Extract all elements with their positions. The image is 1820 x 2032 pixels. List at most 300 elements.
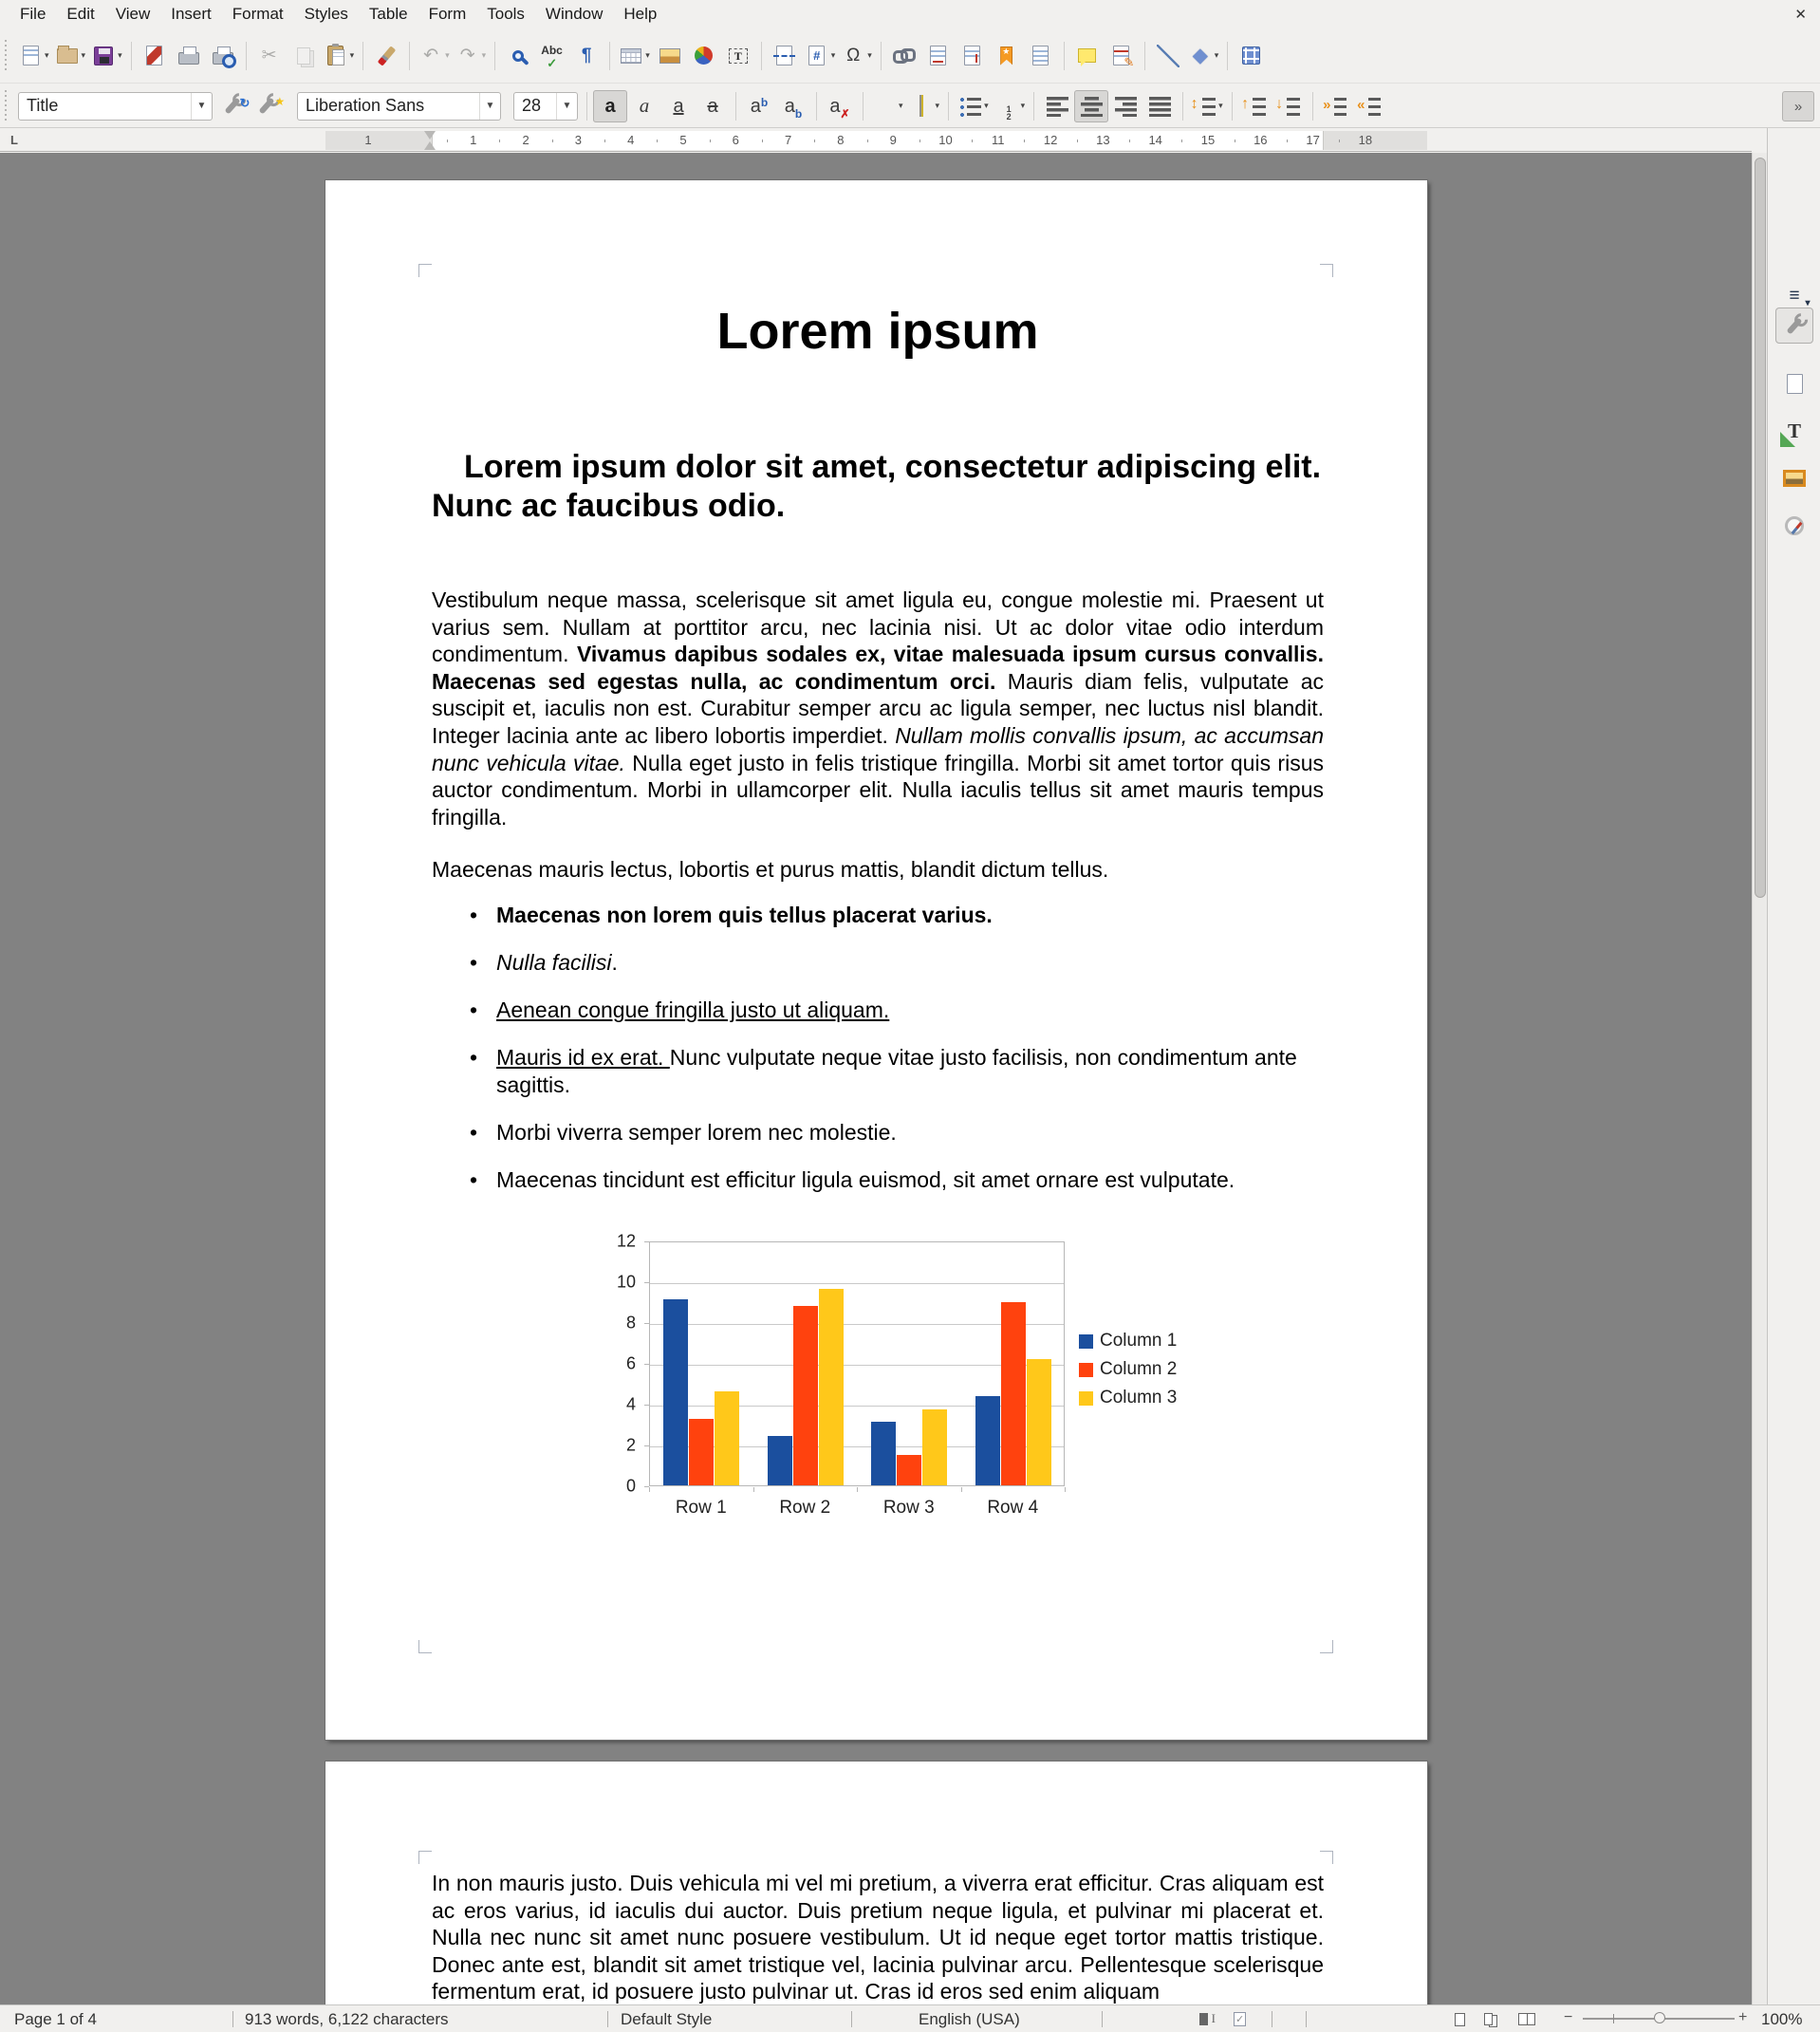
ruler-number: 18 (1358, 133, 1373, 147)
sidebar-tab-gallery[interactable] (1775, 460, 1813, 496)
cut-icon: ✂ (261, 46, 277, 65)
ruler-number: 1 (470, 133, 477, 147)
page-1[interactable] (325, 180, 1427, 1740)
formatting-toolbar-buttons (581, 90, 1387, 122)
text-segment: Mauris diam felis, vulputate ac suscipit et, iaculis non est. Curabitur semper arcu ac ligula semper, nec luctus nisl blandit. Integer lacinia ante ac libero lobortis imperdiet. (432, 668, 1324, 748)
toolbar-separator (1312, 92, 1313, 121)
vertical-scrollbar[interactable] (1752, 153, 1767, 2004)
statusbar-separator (1102, 2011, 1103, 2027)
close-document-icon[interactable]: ✕ (1794, 7, 1807, 23)
paste-icon (324, 44, 348, 68)
subscript-icon (781, 94, 806, 119)
open-button[interactable] (52, 37, 89, 75)
menu-insert[interactable]: Insert (171, 5, 212, 23)
toolbar-separator (1064, 42, 1065, 70)
insert-bookmark-icon (994, 44, 1019, 68)
zoom-out-icon[interactable]: − (1564, 2009, 1573, 2025)
ruler-tick (1129, 140, 1130, 142)
dropdown-arrow-icon[interactable]: ▾ (45, 50, 49, 60)
insert-comment-button[interactable] (1070, 37, 1105, 75)
save-icon (91, 44, 116, 68)
chart-y-tick (644, 1445, 649, 1446)
toolbar-separator (131, 42, 132, 70)
zoom-in-icon[interactable]: + (1738, 2009, 1748, 2025)
properties-icon (1786, 317, 1802, 334)
new-style-button[interactable] (250, 90, 284, 122)
paragraph-style-value: Title (27, 96, 59, 115)
new-document-button[interactable] (15, 37, 52, 75)
horizontal-ruler[interactable] (0, 129, 1752, 152)
text-segment: Nunc vulputate neque vitae justo facilisis, non condimentum ante sagittis. (496, 1045, 1297, 1097)
insert-table-icon (619, 44, 643, 68)
insert-endnote-button[interactable] (956, 37, 990, 75)
book-view-icon[interactable] (1518, 2013, 1535, 2025)
ruler-tick (1024, 140, 1025, 142)
font-name-combo[interactable] (297, 92, 501, 121)
menu-edit[interactable]: Edit (66, 5, 95, 23)
statusbar-separator (851, 2011, 852, 2027)
dropdown-arrow-icon[interactable]: ▾ (118, 50, 122, 60)
increase-paragraph-spacing-button[interactable] (1238, 90, 1272, 122)
insert-image-button[interactable] (653, 37, 687, 75)
insert-field-icon (805, 44, 829, 68)
insert-footnote-icon (926, 44, 951, 68)
clone-formatting-button[interactable] (369, 37, 403, 75)
underline-icon (666, 94, 691, 119)
chart-y-axis-label: 4 (625, 1394, 636, 1414)
page-2[interactable] (325, 1762, 1427, 2004)
insert-page-break-icon (772, 44, 797, 68)
dropdown-arrow-icon[interactable]: ▾ (899, 101, 903, 110)
chart-bar (819, 1289, 844, 1485)
ruler-number: 8 (837, 133, 845, 147)
text-boundary-corner (418, 1851, 432, 1864)
decrease-paragraph-spacing-button[interactable] (1272, 90, 1307, 122)
ruler-number: 2 (522, 133, 529, 147)
show-draw-functions-button[interactable] (1234, 37, 1268, 75)
toolbar-separator (735, 92, 736, 121)
sidebar-settings-icon: ≡ ▾ (1789, 286, 1799, 307)
chart-y-axis-label: 12 (616, 1231, 636, 1251)
ruler-tick (762, 140, 763, 142)
list-item[interactable] (468, 949, 1324, 977)
chart-x-tick (753, 1487, 754, 1492)
save-button[interactable] (88, 37, 125, 75)
text-segment: Vestibulum neque massa, scelerisque sit amet ligula eu, congue molestie mi. Praesent ut varius sem. Nullam at porttitor arcu, nec lacinia nisi. Ut ac dolor vitae odio interdum condimentum. (432, 587, 1324, 667)
chart-y-tick (644, 1323, 649, 1324)
find-and-replace-icon (506, 44, 530, 68)
insert-hyperlink-icon (892, 44, 917, 68)
ruler-tick (1077, 140, 1078, 142)
text-segment: Maecenas non lorem quis tellus placerat varius. (496, 903, 993, 927)
tab-stop-selector[interactable]: L (10, 132, 18, 147)
basic-shapes-icon: ◆ (1192, 45, 1208, 66)
toolbar-separator (761, 42, 762, 70)
menu-help[interactable]: Help (623, 5, 658, 23)
align-left-icon (1045, 94, 1069, 119)
chevron-down-icon[interactable]: ▼ (479, 93, 500, 120)
ruler-number: 5 (679, 133, 687, 147)
chart-plot-area (649, 1241, 1065, 1486)
page-icon (1787, 374, 1803, 394)
align-center-icon (1079, 94, 1104, 119)
cut-button[interactable] (252, 37, 287, 75)
document-canvas[interactable] (0, 153, 1752, 2004)
align-justify-button[interactable] (1142, 90, 1177, 122)
dropdown-arrow-icon[interactable]: ▾ (984, 101, 989, 110)
align-justify-icon (1147, 94, 1172, 119)
ruler-number: 7 (784, 133, 792, 147)
dropdown-arrow-icon[interactable]: ▾ (867, 50, 872, 60)
text-segment: Vivamus dapibus sodales ex, vitae malesuada ipsum cursus convallis. Maecenas sed egestas nulla, ac condimentum orci. (432, 642, 1324, 694)
decrease-paragraph-spacing-icon (1277, 94, 1302, 119)
chart-bar (1001, 1302, 1026, 1486)
insert-comment-icon (1075, 44, 1100, 68)
page-count[interactable]: Page 1 of 4 (14, 2010, 97, 2028)
zoom-slider-notch (1613, 2014, 1614, 2023)
chart-x-tick (857, 1487, 858, 1492)
ruler-tick (710, 140, 711, 142)
update-style-button[interactable] (215, 90, 250, 122)
chart-bar (793, 1306, 818, 1485)
toolbar-separator (816, 92, 817, 121)
bold-button[interactable] (593, 90, 627, 122)
chevron-down-icon[interactable]: ▼ (556, 93, 577, 120)
toolbar-separator (863, 92, 864, 121)
align-right-button[interactable] (1108, 90, 1142, 122)
superscript-button[interactable] (742, 90, 776, 122)
chart-bar (871, 1422, 896, 1485)
sidebar-tab-properties[interactable] (1775, 308, 1813, 344)
toolbar-separator (246, 42, 247, 70)
print-preview-button[interactable] (206, 37, 240, 75)
gallery-icon (1783, 470, 1806, 487)
underline-button[interactable] (661, 90, 696, 122)
statusbar (0, 2004, 1820, 2032)
clear-formatting-button[interactable] (823, 90, 857, 122)
text-segment: Aenean congue fringilla justo ut aliquam. (496, 997, 890, 1023)
ruler-left-margin[interactable] (325, 131, 432, 150)
ordered-list-icon (994, 94, 1019, 119)
ruler-tick (604, 140, 605, 142)
chart-y-tick (644, 1405, 649, 1406)
redo-icon: ↷ (459, 46, 475, 65)
text-segment: Maecenas tincidunt est efficitur ligula euismod, sit amet ornare est vulputate. (496, 1167, 1235, 1193)
list-item[interactable] (468, 1166, 1324, 1194)
chevron-down-icon[interactable]: ▼ (191, 93, 212, 120)
strikethrough-icon (700, 94, 725, 119)
ruler-tick (657, 140, 658, 142)
chart-bar (922, 1409, 947, 1485)
decrease-indent-icon (1358, 94, 1383, 119)
chart-y-tick (644, 1364, 649, 1365)
formatting-marks-button[interactable] (569, 37, 604, 75)
menu-styles[interactable]: Styles (304, 5, 348, 23)
find-and-replace-button[interactable] (501, 37, 535, 75)
ruler-number: 16 (1254, 133, 1268, 147)
text-segment: Nulla eget justo in felis tristique fringilla. Morbi sit amet tortor quis risus auctor condimentum. Morbi in ullamcorper elit. Nulla iaculis tellus sit amet mauris tempus fringilla. (432, 750, 1324, 830)
insert-text-box-button[interactable] (721, 37, 755, 75)
bullet-list[interactable] (468, 902, 1324, 1214)
statusbar-separator (607, 2011, 608, 2027)
undo-icon: ↶ (423, 46, 439, 65)
menu-tools[interactable]: Tools (487, 5, 525, 23)
text-boundary-corner (418, 1640, 432, 1653)
navigator-icon (1785, 516, 1804, 535)
sidebar-tab-bar (1767, 128, 1820, 2004)
chart-bar (663, 1299, 688, 1485)
insert-text-box-icon (726, 44, 751, 68)
legend-entry (1079, 1388, 1177, 1408)
export-pdf-button[interactable] (138, 37, 172, 75)
toolbar-overflow-button[interactable]: » (1782, 91, 1814, 121)
standard-toolbar (0, 28, 1820, 84)
copy-button[interactable] (287, 37, 321, 75)
document-title[interactable]: Lorem ipsum (716, 303, 1039, 360)
scrollbar-thumb[interactable] (1755, 158, 1766, 898)
print-preview-icon (211, 44, 235, 68)
paragraph-2[interactable]: Maecenas mauris lectus, lobortis et purus mattis, blandit dictum tellus. (432, 857, 1109, 882)
align-center-button[interactable] (1074, 90, 1108, 122)
document-heading[interactable]: Lorem ipsum dolor sit amet, consectetur adipiscing elit. Nunc ac faucibus odio. (432, 449, 1322, 524)
ruler-tick (919, 140, 920, 142)
insert-line-button[interactable] (1151, 37, 1185, 75)
dropdown-arrow-icon[interactable]: ▾ (81, 50, 86, 60)
ruler-margin-number: 1 (364, 133, 372, 147)
toolbar-separator (1227, 42, 1228, 70)
zoom-slider-thumb[interactable] (1654, 2012, 1665, 2023)
ordered-list-button[interactable] (992, 90, 1029, 122)
italic-button[interactable] (627, 90, 661, 122)
legend-label: Column 3 (1100, 1388, 1178, 1407)
menu-window[interactable]: Window (545, 5, 604, 23)
insert-endnote-icon (960, 44, 985, 68)
align-left-button[interactable] (1040, 90, 1074, 122)
list-item[interactable] (468, 997, 1324, 1024)
sidebar-tab-navigator[interactable] (1775, 508, 1813, 544)
ruler-number: 4 (627, 133, 635, 147)
track-changes-button[interactable] (1105, 37, 1139, 75)
ruler-number: 9 (889, 133, 897, 147)
toolbar-separator (494, 42, 495, 70)
chart-x-axis-label: Row 2 (779, 1498, 831, 1518)
redo-button[interactable] (453, 37, 490, 75)
italic-icon (632, 94, 657, 119)
show-draw-functions-icon (1238, 44, 1263, 68)
chart-bar (897, 1455, 921, 1485)
text-segment: Mauris id ex erat. (496, 1045, 670, 1071)
text-boundary-corner (1320, 1640, 1333, 1653)
chart-y-axis-label: 10 (616, 1272, 636, 1292)
ruler-tick (447, 140, 448, 142)
ruler-number: 13 (1096, 133, 1110, 147)
insert-field-button[interactable] (802, 37, 839, 75)
dropdown-arrow-icon[interactable]: ▾ (349, 50, 355, 60)
increase-indent-icon (1324, 94, 1348, 119)
insert-mode-icon[interactable] (1199, 2013, 1208, 2025)
ruler-number: 6 (732, 133, 739, 147)
legend-entry (1079, 1331, 1177, 1352)
insert-chart-icon (692, 44, 716, 68)
unordered-list-button[interactable] (955, 90, 992, 122)
page2-paragraph[interactable]: In non mauris justo. Duis vehicula mi vel mi pretium, a viverra erat efficitur. Cras aliquam est ac eros varius, id iaculis dui auctor. Duis pretium neque ligula, et pulvinar mi placerat et. Nulla nec nunc sit amet nunc posuere vestibulum. Ut id neque eget tortor mattis tristique. Donec ante est, blandit sit amet tristique vel, lacinia pulvinar arcu. Pellentesque scelerisque fermentum erat, id posuere justo pulvinar ut. Cras id eros sed enim aliquam (432, 1871, 1324, 2004)
dropdown-arrow-icon[interactable]: ▾ (830, 50, 836, 60)
line-spacing-button[interactable] (1189, 90, 1226, 122)
embedded-bar-chart[interactable] (588, 1224, 1196, 1571)
highlight-color-icon (909, 94, 934, 119)
chart-x-tick (961, 1487, 962, 1492)
text-boundary-corner (1320, 1851, 1333, 1864)
ruler-tick (1287, 140, 1288, 142)
insert-special-character-icon: Ω (846, 46, 861, 65)
toolbar-separator (881, 42, 882, 70)
ruler-tick (1339, 140, 1340, 142)
chart-legend (1079, 1331, 1177, 1416)
menu-view[interactable]: View (115, 5, 151, 23)
toolbar-separator (948, 92, 949, 121)
insert-page-break-button[interactable] (768, 37, 802, 75)
ruler-tick (552, 140, 553, 142)
sidebar-tab-styles[interactable] (1775, 413, 1813, 449)
ruler-tick (499, 140, 500, 142)
ruler-number: 3 (574, 133, 583, 147)
insert-table-button[interactable] (616, 37, 653, 75)
font-size-value: 28 (522, 96, 542, 115)
insert-hyperlink-button[interactable] (887, 37, 921, 75)
menu-format[interactable]: Format (232, 5, 284, 23)
single-page-view-icon[interactable] (1455, 2013, 1465, 2026)
toolbar-separator (1144, 42, 1145, 70)
font-color-icon (872, 94, 897, 119)
menu-form[interactable]: Form (428, 5, 467, 23)
legend-label: Column 1 (1100, 1331, 1178, 1351)
strikethrough-button[interactable] (696, 90, 730, 122)
insert-chart-button[interactable] (687, 37, 721, 75)
text-segment: . (611, 950, 618, 976)
statusbar-separator (232, 2011, 233, 2027)
dropdown-arrow-icon[interactable]: ▾ (445, 50, 450, 60)
multi-page-view-icon[interactable] (1484, 2013, 1493, 2025)
menu-table[interactable]: Table (368, 5, 408, 23)
spelling-icon (540, 44, 565, 68)
list-item[interactable] (468, 902, 1324, 929)
copy-icon (291, 44, 316, 68)
formatting-marks-icon: ¶ (581, 46, 592, 65)
chart-y-axis-label: 8 (625, 1313, 636, 1333)
ruler-number: 15 (1200, 133, 1216, 147)
toolbar-separator (1182, 92, 1183, 121)
ruler-tick (972, 140, 973, 142)
ruler-number: 10 (938, 133, 953, 147)
decrease-indent-button[interactable] (1353, 90, 1387, 122)
dropdown-arrow-icon[interactable]: ▾ (1020, 101, 1026, 110)
insert-image-icon (658, 44, 682, 68)
increase-indent-button[interactable] (1319, 90, 1353, 122)
ruler-text-area[interactable] (432, 131, 1324, 150)
page-style[interactable]: Default Style (621, 2010, 713, 2028)
subscript-button[interactable] (776, 90, 810, 122)
selection-mode-icon[interactable] (1234, 2012, 1246, 2026)
menu-file[interactable]: File (20, 5, 46, 23)
basic-shapes-button[interactable] (1185, 37, 1222, 75)
update-style-icon (224, 97, 240, 114)
chart-bar (975, 1396, 1000, 1485)
chart-y-axis-label: 0 (625, 1476, 636, 1496)
sidebar-tab-page[interactable] (1775, 365, 1813, 401)
chart-y-tick (644, 1241, 649, 1242)
zoom-level[interactable]: 100% (1761, 2010, 1803, 2028)
highlight-color-button[interactable] (906, 90, 943, 122)
insert-cross-reference-icon (1029, 44, 1053, 68)
legend-label: Column 2 (1100, 1359, 1178, 1379)
text-language[interactable]: English (USA) (919, 2010, 1020, 2028)
new-document-icon (18, 44, 43, 68)
text-segment: Nullam mollis convallis ipsum, ac accumsan nunc vehicula vitae. (432, 722, 1324, 775)
insert-line-icon (1156, 44, 1180, 68)
dropdown-arrow-icon[interactable]: ▾ (1218, 101, 1223, 110)
ruler-number: 17 (1306, 133, 1320, 147)
paragraph-1[interactable] (432, 587, 1324, 830)
undo-button[interactable] (416, 37, 453, 75)
toolbar-separator (362, 42, 363, 70)
ruler-number: 11 (992, 133, 1005, 147)
list-item[interactable] (468, 1044, 1324, 1098)
menubar-items (9, 2, 667, 27)
styles-icon: T (1787, 419, 1801, 442)
toolbar-grip[interactable] (4, 40, 10, 72)
chart-x-axis-label: Row 1 (675, 1498, 727, 1518)
menubar (0, 0, 1820, 28)
font-color-button[interactable] (869, 90, 906, 122)
toolbar-separator (1232, 92, 1233, 121)
chart-bar (689, 1419, 714, 1485)
legend-swatch (1079, 1391, 1093, 1406)
text-segment: Nulla facilisi (496, 950, 612, 976)
toolbar-separator (609, 42, 610, 70)
line-spacing-icon (1192, 94, 1216, 119)
ruler-tick (1181, 140, 1182, 142)
dropdown-arrow-icon[interactable]: ▾ (481, 50, 487, 60)
toolbar-grip[interactable] (4, 90, 10, 122)
paste-button[interactable] (321, 37, 358, 75)
statusbar-separator (1306, 2011, 1307, 2027)
dropdown-arrow-icon[interactable]: ▾ (645, 50, 650, 60)
ruler-number: 12 (1043, 133, 1058, 147)
dropdown-arrow-icon[interactable]: ▾ (1214, 50, 1219, 60)
paragraph-style-combo[interactable] (18, 92, 213, 121)
print-button[interactable] (172, 37, 206, 75)
chart-x-axis-label: Row 3 (882, 1498, 935, 1518)
indent-marker[interactable] (424, 131, 436, 150)
align-right-icon (1113, 94, 1138, 119)
toolbar-separator (409, 42, 410, 70)
toolbar-separator (586, 92, 587, 121)
dropdown-arrow-icon[interactable]: ▾ (935, 101, 940, 110)
chart-bar (715, 1391, 739, 1485)
insert-bookmark-button[interactable] (990, 37, 1024, 75)
insert-cross-reference-button[interactable] (1024, 37, 1058, 75)
insert-special-character-button[interactable] (838, 37, 875, 75)
chart-gridline (650, 1283, 1064, 1284)
insert-footnote-button[interactable] (921, 37, 956, 75)
font-size-combo[interactable] (513, 92, 578, 121)
list-item[interactable] (468, 1119, 1324, 1146)
chart-x-tick (649, 1487, 650, 1492)
legend-swatch (1079, 1334, 1093, 1349)
track-changes-icon (1109, 44, 1134, 68)
word-count[interactable]: 913 words, 6,122 characters (245, 2010, 449, 2028)
spelling-button[interactable] (535, 37, 569, 75)
